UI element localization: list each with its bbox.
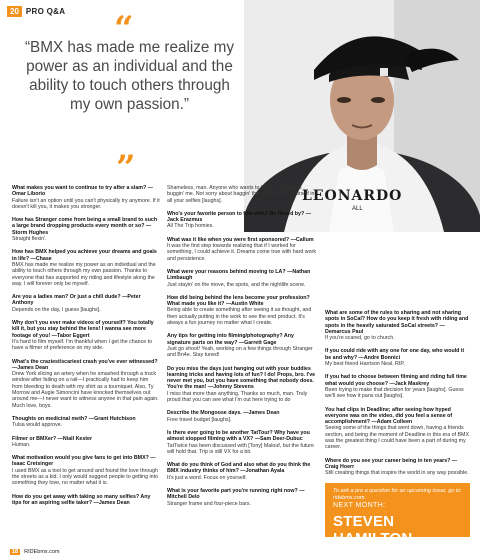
footer-site: RIDEbmx.com bbox=[24, 549, 60, 555]
answer-text: TatTwice has been discussed with [Tony] Malouf, but the future will hold that. Trip is still VX for a bit. bbox=[167, 442, 314, 455]
promo-next-rider: STEVEN HAMILTON bbox=[333, 513, 413, 547]
page-footer bbox=[10, 549, 60, 555]
close-quote-icon: ” bbox=[116, 148, 136, 188]
answer-text: Being able to create something after seeing it as thought, and then actually putting in the work to see the end product. It's always a fun journey no matter what I create. bbox=[167, 307, 312, 327]
cap-sub-text: ALL bbox=[352, 206, 363, 212]
qa-item bbox=[12, 359, 160, 409]
answer-text: Stranger frame and four-piece bars. bbox=[167, 500, 251, 507]
qa-item bbox=[167, 366, 317, 404]
question-text: If you could ride with any one for one day, who would it be and why? —Andre Bonnici bbox=[325, 348, 465, 361]
answer-text: Tulsa would approve. bbox=[12, 422, 63, 429]
answer-text: Straight flexin'. bbox=[12, 236, 47, 243]
qa-item bbox=[12, 185, 160, 210]
question-text: Is there ever going to be another TatTour? Why have you almost stopped filming with a VX? —Sam Deer-Dubuc bbox=[167, 429, 310, 443]
qa-item bbox=[325, 407, 470, 451]
qa-item bbox=[167, 295, 317, 326]
question-text: What do you think of God and also what do you think the BMX industry thinks of him? —Jonathan Ayala bbox=[167, 462, 311, 475]
qa-item bbox=[12, 320, 160, 351]
answer-text: Shameless, man. Anyone who wants to hate my selfies is buggin' me. Not sorry about baggin' them, either. Be yourself in all your selfies [laughs]. bbox=[167, 185, 315, 204]
open-quote-icon: “ bbox=[114, 9, 134, 49]
question-text: Where do you see your career being in ten years? —Craig Hoerr bbox=[325, 457, 458, 470]
qa-item bbox=[12, 217, 160, 242]
question-text: What were your reasons behind moving to LA? —Nathan Limbaugh bbox=[167, 268, 311, 282]
section-number: 20 bbox=[7, 6, 22, 17]
answer-text: Drew York slicing an artery when he smashed through a truck window after failing on a rail—I practically had to keep him from bleeding to death with my shirt as a tourniquet. Also, Ty Morrow and Augie Simoncini have knocked themselves out around me—I never want to witness anyone in that pain again. Much love, boys. bbox=[12, 371, 159, 409]
qa-item bbox=[167, 462, 317, 481]
question-text: What makes you want to continue to try after a slam? —Omar Liborio bbox=[12, 185, 153, 198]
answer-text: Still creating things that inspire the world in any way possible. bbox=[325, 470, 469, 477]
answer-text: Just go shoot! Yeah, working on a few things through Stranger and Bn4e. Stay tuned! bbox=[167, 345, 313, 359]
question-text: Any tips for getting into filming/photography? Any signature parts on the way? —Garrett Gage bbox=[167, 333, 294, 346]
question-text: What was it like when you were first sponsored? —Callum bbox=[167, 236, 314, 243]
qa-item bbox=[325, 458, 470, 477]
qa-item bbox=[325, 348, 470, 367]
qa-item bbox=[167, 430, 317, 455]
promo-next-label: NEXT MONTH: bbox=[333, 502, 386, 509]
answer-text: Failure isn't an option until you can't physically try anymore. If it doesn't kill you, it makes you stronger. bbox=[12, 197, 160, 210]
qa-column-1 bbox=[12, 185, 160, 513]
answer-text: It was the first step towards realizing that if I worked for something, I could achieve it. Dreams come true with hard work and persistence. bbox=[167, 243, 316, 262]
answer-text: Seeing some of the things that went down, having a friends section, and being the moment of Deadline in this era of BMX was the greatest thing I could have been a part of during my career. bbox=[325, 425, 469, 451]
question-text: What is your favorite part you're running right now? —Mitchell Delo bbox=[167, 487, 305, 501]
answer-text: It's hard to film myself. I'm thankful when I get the chance to have a filmer of preference on my side. bbox=[12, 338, 153, 352]
answer-text: BMX has made me realize my power as an individual and the ability to touch others through my own passion. Thanks to everyone that has supported my riding and lifestyle along the way. I will forever only be myself. bbox=[12, 261, 156, 287]
answer-text: My best friend Harrison Neal. RIP. bbox=[325, 361, 405, 368]
question-text: Why don't you ever make videos of yourself? You totally kill it, but you stay behind the lens! I wanna see more footage of you! —Tabor Eggert bbox=[12, 320, 154, 339]
qa-column-2 bbox=[167, 185, 317, 514]
cap-logo-text: LEONARDO bbox=[302, 188, 403, 204]
qa-item bbox=[167, 333, 317, 358]
qa-item bbox=[325, 310, 470, 341]
question-text: How has Stranger come from being a small brand to such a large brand dropping products every month or so? —Storm Hughes bbox=[12, 217, 158, 236]
pull-quote: “BMX has made me realize my power as an individual and the ability to touch others through my own passion.” bbox=[24, 39, 235, 113]
qa-item bbox=[167, 269, 317, 288]
qa-item bbox=[12, 249, 160, 287]
answer-text: If you're scared, go to church. bbox=[325, 335, 395, 342]
answer-text: Free travel budget [laughs]. bbox=[167, 416, 232, 423]
question-text: How has BMX helped you achieve your dreams and goals in life? —Chase bbox=[12, 249, 157, 262]
qa-item bbox=[12, 436, 160, 449]
qa-item bbox=[325, 374, 470, 399]
qa-item bbox=[167, 185, 317, 204]
qa-item bbox=[12, 416, 160, 429]
qa-item bbox=[12, 294, 160, 313]
question-text: Filmer or BMXer? —Niall Kester bbox=[12, 435, 93, 442]
section-label: PRO Q&A bbox=[25, 7, 66, 16]
question-text: What's the craziest/scariest crash you've ever witnessed? —James Dean bbox=[12, 358, 158, 371]
answer-text: Just stayin' on the move, the spots, and the nightlife scene. bbox=[167, 281, 306, 288]
page-number: 18 bbox=[12, 549, 19, 555]
question-text: How did being behind the lens become your profession? What made you like it? —Austin White bbox=[167, 294, 310, 308]
qa-item bbox=[167, 211, 317, 230]
question-text: Are you a ladies man? Or just a chill dude? —Peter Anthony bbox=[12, 294, 141, 307]
answer-text: Been trying to make that decision for years [laughs]. Guess we'll see how it pans out [laughs]. bbox=[325, 386, 464, 400]
question-text: Describe the Mongoose days. —James Dean bbox=[167, 410, 280, 417]
promo-instructions: To ask a pro a question for an upcoming issue, go to ridebmx.com. bbox=[333, 488, 461, 501]
answer-text: I miss that more than anything. Thanks so much, man. Truly proud that you can see what I'm out here trying to do bbox=[167, 390, 308, 404]
answer-text: All The Trip homies. bbox=[167, 223, 214, 230]
qa-item bbox=[12, 494, 160, 507]
answer-text: Depends on the day, I guess [laughs]. bbox=[12, 306, 101, 313]
qa-item bbox=[167, 410, 317, 423]
section-header bbox=[7, 6, 65, 17]
next-month-promo bbox=[325, 483, 470, 547]
question-text: Who's your favorite person to film with? Be filmed by? —Jack Erazmus bbox=[167, 210, 311, 224]
qa-item bbox=[167, 488, 317, 507]
question-text: How do you get away with taking so many selfies? Any tips for an aspiring selfie taker? —James Dean bbox=[12, 493, 151, 506]
qa-column-3 bbox=[325, 310, 470, 484]
question-text: You had clips in Deadline; after seeing how hyped everyone was on the video, did you feel a sense of accomplishment? —Adam Colleen bbox=[325, 406, 453, 426]
question-text: Do you miss the days just hanging out with your buddies learning tricks and having lots of fun? I do! Props, bro. I've never met you, but you have something that nobody does. You're the man! —Johnny Stevens bbox=[167, 365, 316, 391]
qa-item bbox=[12, 455, 160, 486]
question-text: If you had to choose between filming and riding full time what would you choose? —Jack Maskrey bbox=[325, 374, 467, 387]
qa-item bbox=[167, 237, 317, 262]
answer-text: Human. bbox=[12, 441, 31, 448]
question-text: Thoughts on medicinal meth? —Grant Hutchison bbox=[12, 415, 136, 422]
answer-text: I used BMX as a tool to get around and found the love through the streets as a kid. I only would suggest people to getting into something they love, no matter what it is. bbox=[12, 467, 159, 487]
question-text: What are some of the rules to sharing and not sharing spots in SoCal? How do you keep it fresh with riding and spots in the heavily saturated SoCal streets? —Demarcus Paul bbox=[325, 310, 469, 335]
question-text: What motivation would you give fans to get into BMX? —Isaac Cretsinger bbox=[12, 455, 156, 468]
answer-text: It's just a word. Focus on yourself. bbox=[167, 474, 247, 481]
